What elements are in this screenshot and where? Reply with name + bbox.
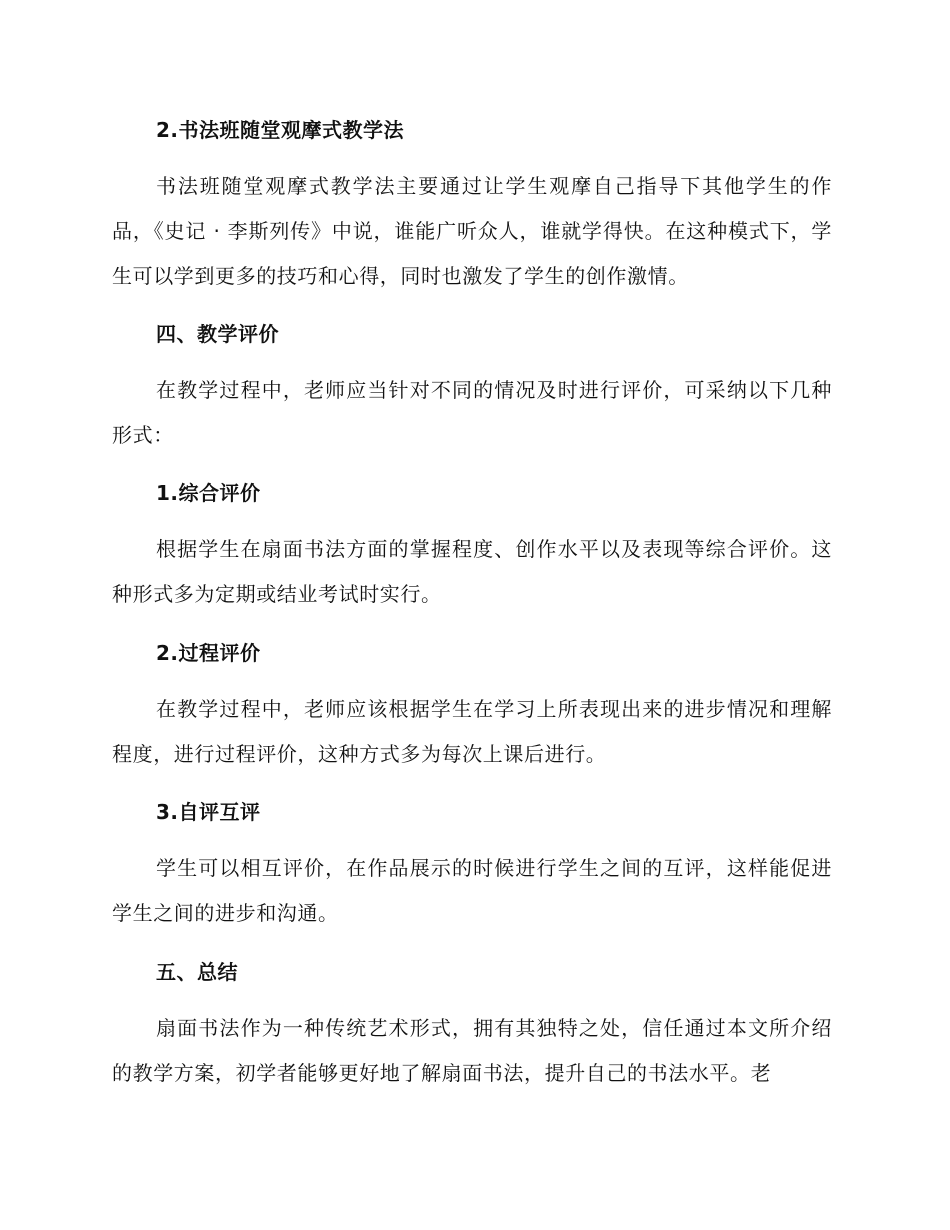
- section-heading-process-evaluation: 2.过程评价: [156, 641, 261, 665]
- section-heading-observation-method: 2.书法班随堂观摩式教学法: [156, 118, 405, 142]
- paragraph-observation-method: 书法班随堂观摩式教学法主要通过让学生观摩自己指导下其他学生的作品，《史记 · 李斯列传》中说，谁能广听众人，谁就学得快。在这种模式下，学生可以学到更多的技巧和心得，同时也激发了学生的创作激情。: [112, 174, 832, 288]
- section-heading-summary: 五、总结: [156, 960, 238, 984]
- paragraph-self-peer-evaluation: 学生可以相互评价，在作品展示的时候进行学生之间的互评，这样能促进学生之间的进步和沟通。: [112, 856, 832, 925]
- section-heading-self-peer-evaluation: 3.自评互评: [156, 800, 261, 824]
- paragraph-process-evaluation: 在教学过程中，老师应该根据学生在学习上所表现出来的进步情况和理解程度，进行过程评价，这种方式多为每次上课后进行。: [112, 697, 832, 766]
- section-heading-comprehensive-evaluation: 1.综合评价: [156, 481, 261, 505]
- paragraph-summary: 扇面书法作为一种传统艺术形式，拥有其独特之处，信任通过本文所介绍的教学方案，初学者能够更好地了解扇面书法，提升自己的书法水平。老: [112, 1016, 832, 1085]
- paragraph-comprehensive-evaluation: 根据学生在扇面书法方面的掌握程度、创作水平以及表现等综合评价。这种形式多为定期或结业考试时实行。: [112, 537, 832, 606]
- section-heading-teaching-evaluation: 四、教学评价: [156, 322, 279, 346]
- paragraph-evaluation-intro: 在教学过程中，老师应当针对不同的情况及时进行评价，可采纳以下几种形式：: [112, 378, 832, 447]
